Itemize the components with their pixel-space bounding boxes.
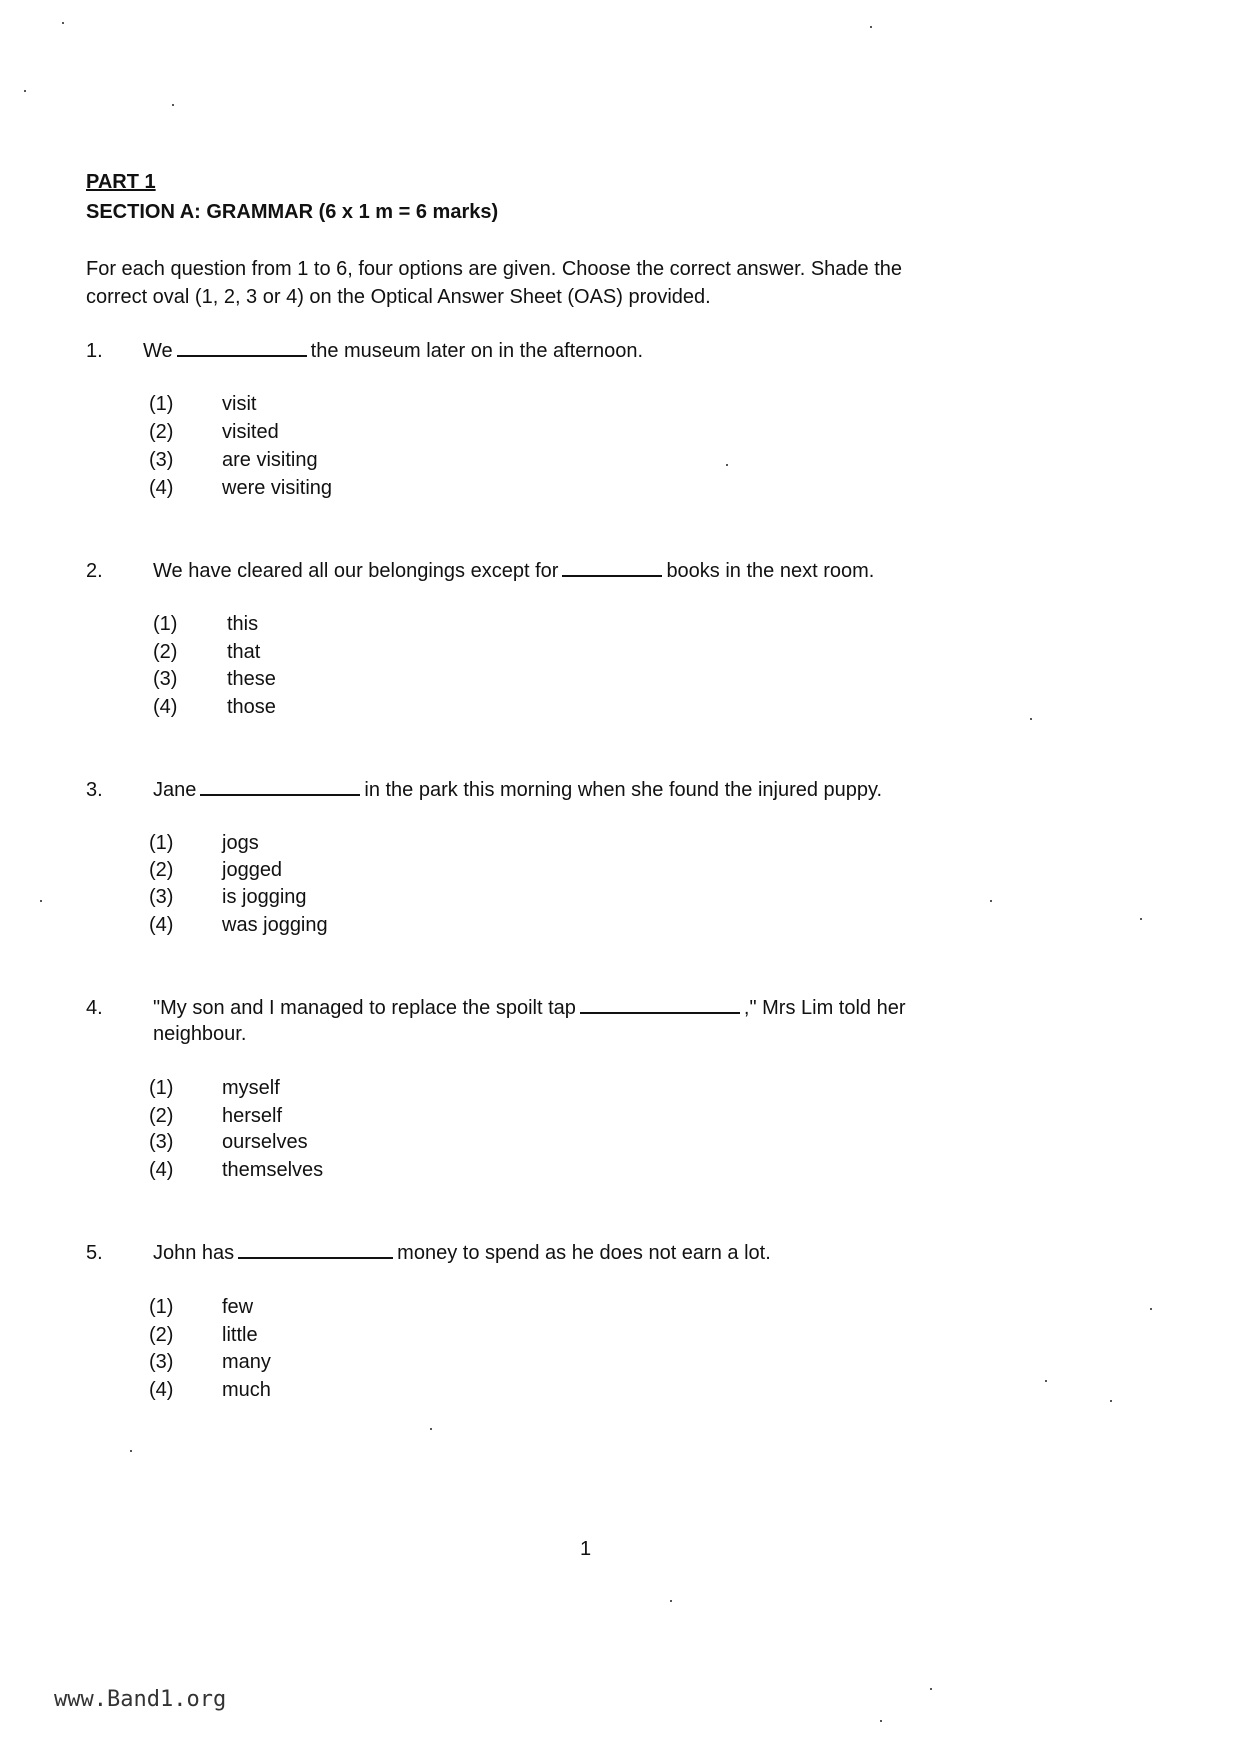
answer-blank	[238, 1241, 393, 1259]
page-number: 1	[580, 1538, 592, 1560]
option-text: jogged	[222, 859, 283, 881]
question-text	[153, 559, 874, 583]
answer-blank	[562, 559, 662, 577]
option-text: are visiting	[222, 449, 318, 471]
scan-speck	[62, 22, 64, 24]
scan-speck	[1140, 918, 1142, 920]
option-number: (4)	[149, 477, 174, 499]
option-text: herself	[222, 1105, 283, 1127]
scan-speck	[1045, 1380, 1047, 1382]
option-text: these	[227, 668, 276, 690]
option-text: ourselves	[222, 1131, 308, 1153]
scan-speck	[930, 1688, 932, 1690]
option-number: (3)	[149, 449, 174, 471]
question-number: 4.	[86, 997, 103, 1019]
part-heading: PART 1	[86, 171, 156, 193]
option-number: (4)	[149, 914, 174, 936]
scan-speck	[726, 464, 728, 466]
option-text: many	[222, 1351, 271, 1373]
option-number: (4)	[153, 696, 178, 718]
option-text: was jogging	[222, 914, 328, 936]
question-text-before: "My son and I managed to replace the spoilt tap	[153, 997, 576, 1019]
scan-speck	[880, 1720, 882, 1722]
question-number: 3.	[86, 779, 103, 801]
question-number: 2.	[86, 560, 103, 582]
scan-speck	[40, 900, 42, 902]
option-text: jogs	[222, 832, 259, 854]
question-text-before: John has	[153, 1242, 235, 1264]
option-number: (2)	[149, 1105, 174, 1127]
scan-speck	[1110, 1400, 1112, 1402]
question-text	[153, 1241, 771, 1265]
scan-speck	[430, 1428, 432, 1430]
option-number: (1)	[149, 393, 174, 415]
scan-speck	[172, 104, 174, 106]
option-number: (4)	[149, 1379, 174, 1401]
website-watermark: www.Band1.org	[54, 1687, 227, 1712]
option-text: much	[222, 1379, 271, 1401]
answer-blank	[200, 778, 360, 796]
question-text	[153, 778, 882, 802]
option-text: this	[227, 613, 259, 635]
question-number: 5.	[86, 1242, 103, 1264]
option-number: (2)	[149, 859, 174, 881]
option-number: (4)	[149, 1159, 174, 1181]
question-text-before: We	[143, 340, 173, 362]
question-text-before: Jane	[153, 779, 197, 801]
option-text: is jogging	[222, 886, 307, 908]
question-text-line-2: neighbour.	[153, 1023, 247, 1045]
section-heading: SECTION A: GRAMMAR (6 x 1 m = 6 marks)	[86, 201, 499, 223]
option-text: that	[227, 641, 261, 663]
option-text: myself	[222, 1077, 280, 1099]
scan-speck	[1030, 718, 1032, 720]
instructions-line-1: For each question from 1 to 6, four options are given. Choose the correct answer. Shade the	[86, 258, 903, 280]
option-text: little	[222, 1324, 258, 1346]
option-text: visit	[222, 393, 257, 415]
option-number: (3)	[149, 886, 174, 908]
option-text: few	[222, 1296, 254, 1318]
option-number: (1)	[149, 1077, 174, 1099]
question-number: 1.	[86, 340, 103, 362]
option-number: (3)	[149, 1131, 174, 1153]
option-number: (2)	[149, 421, 174, 443]
option-number: (1)	[149, 1296, 174, 1318]
option-number: (3)	[149, 1351, 174, 1373]
question-text-after: money to spend as he does not earn a lot.	[397, 1242, 771, 1264]
scan-speck	[990, 900, 992, 902]
option-number: (1)	[153, 613, 178, 635]
option-text: were visiting	[222, 477, 333, 499]
question-text	[153, 996, 906, 1020]
answer-blank	[580, 996, 740, 1014]
question-text-after: in the park this morning when she found the injured puppy.	[364, 779, 883, 801]
option-number: (2)	[153, 641, 178, 663]
scan-speck	[130, 1450, 132, 1452]
scan-speck	[1150, 1308, 1152, 1310]
question-text-after: books in the next room.	[666, 560, 875, 582]
option-text: themselves	[222, 1159, 324, 1181]
question-text-after: ," Mrs Lim told her	[743, 997, 906, 1019]
option-text: visited	[222, 421, 279, 443]
option-text: those	[227, 696, 276, 718]
question-text-before: We have cleared all our belongings except for	[153, 560, 559, 582]
question-text-after: the museum later on in the afternoon.	[310, 340, 644, 362]
scan-speck	[24, 90, 26, 92]
answer-blank	[177, 339, 307, 357]
scan-speck	[870, 26, 872, 28]
instructions-line-2: correct oval (1, 2, 3 or 4) on the Optical Answer Sheet (OAS) provided.	[86, 286, 711, 308]
option-number: (3)	[153, 668, 178, 690]
scan-speck	[670, 1600, 672, 1602]
question-text	[143, 339, 643, 363]
option-number: (1)	[149, 832, 174, 854]
option-number: (2)	[149, 1324, 174, 1346]
